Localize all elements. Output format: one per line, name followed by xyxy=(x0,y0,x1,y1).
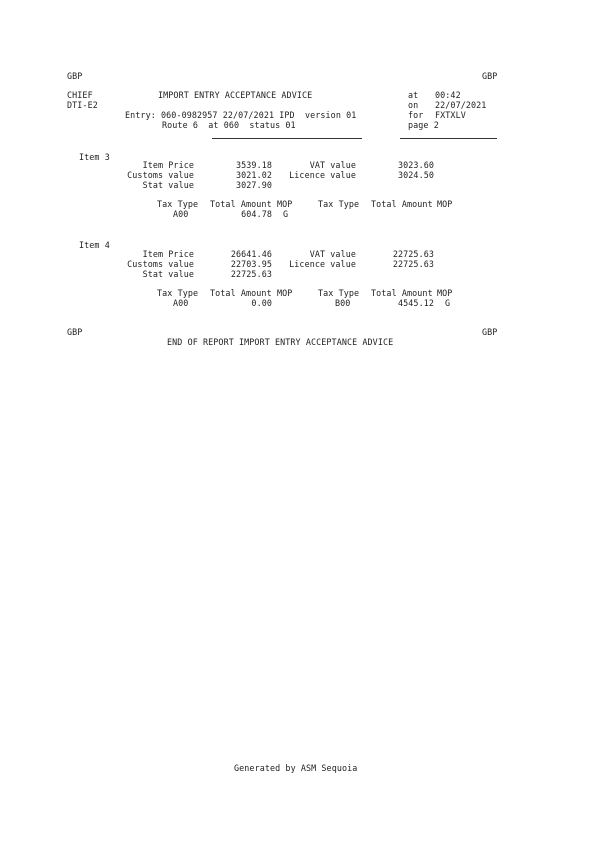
entry-line: Entry: 060-0982957 22/07/2021 IPD version 01 xyxy=(125,110,357,120)
on-label: on xyxy=(408,100,419,110)
system-name: CHIEF xyxy=(67,90,93,100)
item-label: Item 3 xyxy=(79,152,110,162)
stat-label: Stat value xyxy=(142,269,194,279)
stat-value: 22725.63 xyxy=(230,269,272,279)
tax-header-amount-1: Total Amount xyxy=(210,288,272,298)
route-line: Route 6 at 060 status 01 xyxy=(162,120,296,130)
for-code: FXTXLV xyxy=(435,110,466,120)
customs-label: Customs value xyxy=(127,170,194,180)
tax-mop-2: G xyxy=(445,298,451,308)
header-rule-right xyxy=(400,138,497,139)
at-label: at xyxy=(408,90,419,100)
tax-header-mop-2: MOP xyxy=(437,199,453,209)
tax-amount-1: 604.78 xyxy=(241,209,272,219)
customs-label: Customs value xyxy=(127,259,194,269)
vat-label: VAT value xyxy=(309,249,356,259)
stat-label: Stat value xyxy=(142,180,194,190)
customs-value: 3021.02 xyxy=(236,170,272,180)
tax-header-mop-1: MOP xyxy=(277,199,293,209)
tax-header-amount-2: Total Amount xyxy=(371,288,433,298)
tax-amount-1: 0.00 xyxy=(251,298,272,308)
vat-value: 3023.60 xyxy=(398,160,434,170)
vat-value: 22725.63 xyxy=(392,249,434,259)
tax-header-type-2: Tax Type xyxy=(318,199,360,209)
tax-header-mop-2: MOP xyxy=(437,288,453,298)
tax-type-1: A00 xyxy=(173,298,189,308)
stat-value: 3027.90 xyxy=(236,180,272,190)
tax-header-type-2: Tax Type xyxy=(318,288,360,298)
header-rule-left xyxy=(212,138,362,139)
item-price-value: 26641.46 xyxy=(230,249,272,259)
item-price-label: Item Price xyxy=(142,249,194,259)
licence-label: Licence value xyxy=(289,259,356,269)
generated-by: Generated by ASM Sequoia xyxy=(234,763,358,773)
report-title: IMPORT ENTRY ACCEPTANCE ADVICE xyxy=(158,90,313,100)
tax-header-amount-1: Total Amount xyxy=(210,199,272,209)
item-label: Item 4 xyxy=(79,240,110,250)
licence-value: 3024.50 xyxy=(398,170,434,180)
licence-label: Licence value xyxy=(289,170,356,180)
footer-currency-right: GBP xyxy=(482,327,498,337)
item-price-value: 3539.18 xyxy=(236,160,272,170)
currency-left: GBP xyxy=(67,71,83,81)
tax-type-2: B00 xyxy=(335,298,351,308)
vat-label: VAT value xyxy=(309,160,356,170)
item-price-label: Item Price xyxy=(142,160,194,170)
licence-value: 22725.63 xyxy=(392,259,434,269)
tax-header-type-1: Tax Type xyxy=(157,288,199,298)
tax-header-amount-2: Total Amount xyxy=(371,199,433,209)
customs-value: 22703.95 xyxy=(230,259,272,269)
for-label: for xyxy=(408,110,424,120)
terminal-id: DTI-E2 xyxy=(67,100,98,110)
report-date: 22/07/2021 xyxy=(435,100,487,110)
page-number: page 2 xyxy=(408,120,439,130)
tax-type-1: A00 xyxy=(173,209,189,219)
tax-header-mop-1: MOP xyxy=(277,288,293,298)
end-of-report: END OF REPORT IMPORT ENTRY ACCEPTANCE ADVICE xyxy=(167,337,394,347)
report-time: 00:42 xyxy=(435,90,461,100)
tax-header-type-1: Tax Type xyxy=(157,199,199,209)
tax-mop-1: G xyxy=(283,209,289,219)
tax-amount-2: 4545.12 xyxy=(398,298,434,308)
currency-right: GBP xyxy=(482,71,498,81)
footer-currency-left: GBP xyxy=(67,327,83,337)
